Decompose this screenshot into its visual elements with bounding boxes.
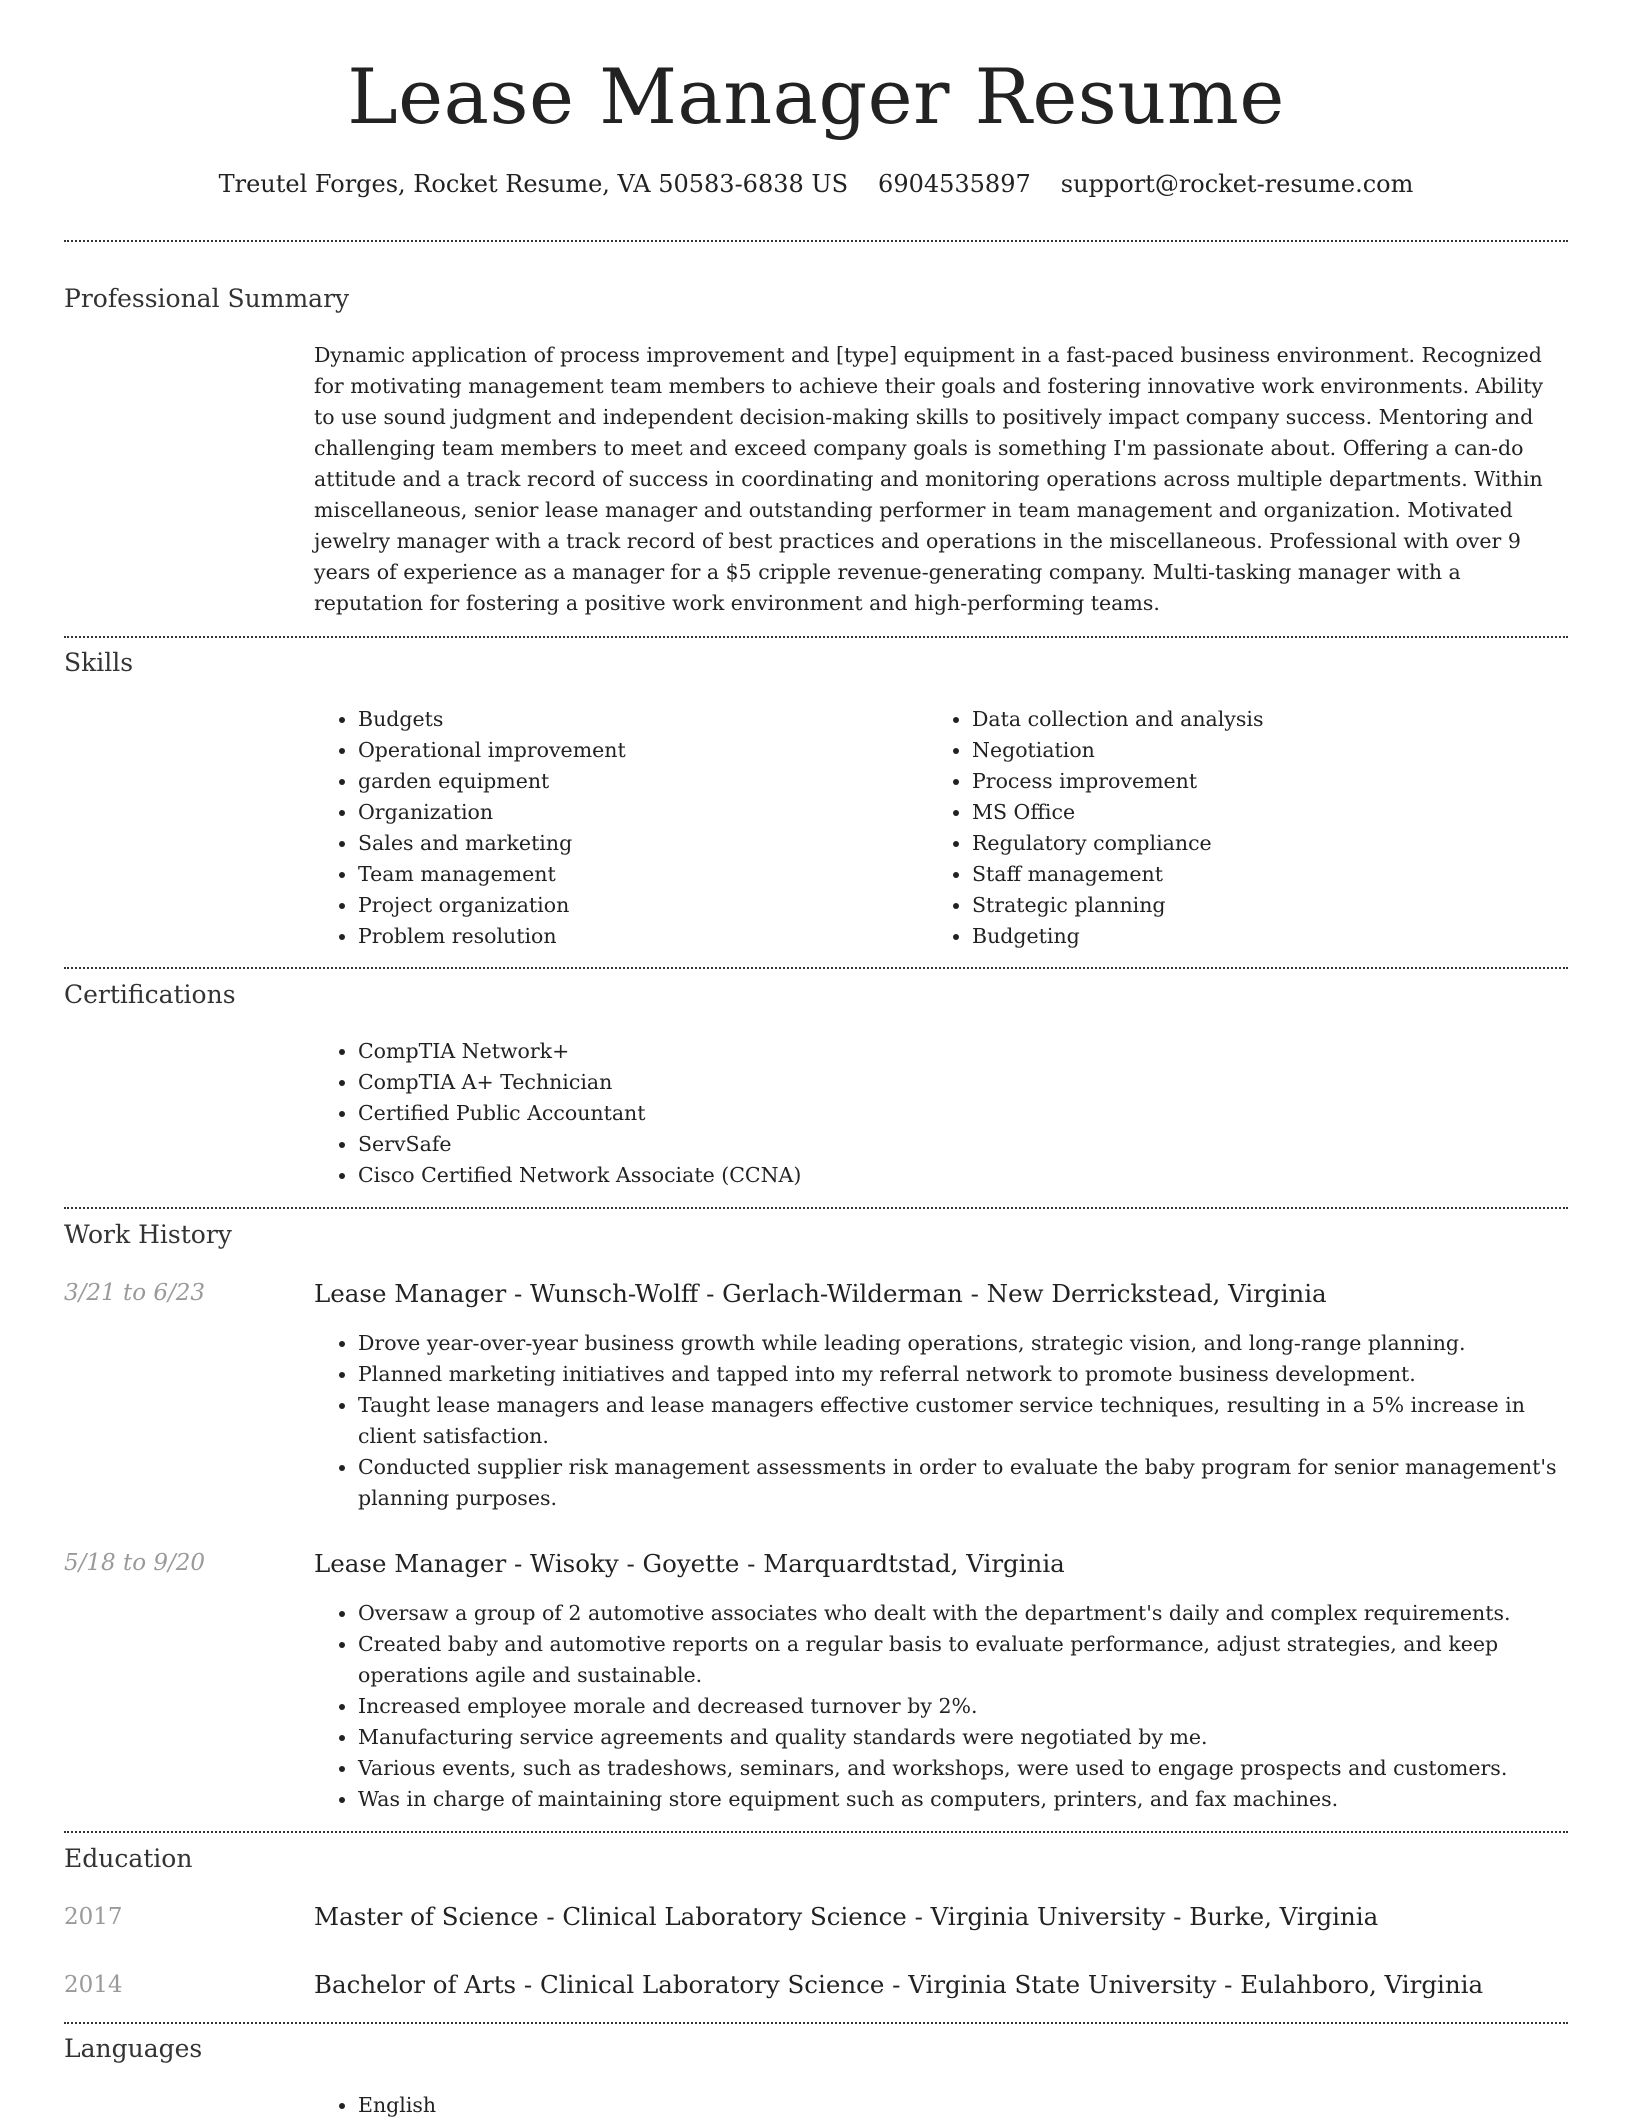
skill-item: • Process improvement bbox=[972, 766, 1528, 797]
education-year: 2014 bbox=[64, 1972, 123, 1998]
address-text: Treutel Forges, Rocket Resume, VA 50583-6838 US bbox=[218, 170, 849, 198]
skill-item: • Problem resolution bbox=[358, 921, 914, 952]
certifications-list bbox=[314, 1036, 1568, 1191]
certification-item: • Cisco Certified Network Associate (CCNA) bbox=[358, 1160, 1568, 1191]
certification-item: • CompTIA A+ Technician bbox=[358, 1067, 1568, 1098]
skill-item: • Team management bbox=[358, 859, 914, 890]
job-bullet: • Created baby and automotive reports on a regular basis to evaluate performance, adjust strategies, and keep operations agile and sustainable. bbox=[358, 1629, 1568, 1691]
job-dates: 3/21 to 6/23 bbox=[64, 1280, 206, 1306]
job-title: Lease Manager - Wunsch-Wolff - Gerlach-Wilderman - New Derrickstead, Virginia bbox=[314, 1279, 1327, 1308]
education-year: 2017 bbox=[64, 1904, 123, 1930]
languages-list bbox=[314, 2090, 1568, 2121]
divider bbox=[64, 2022, 1568, 2024]
skill-item: • garden equipment bbox=[358, 766, 914, 797]
job-bullet: • Was in charge of maintaining store equipment such as computers, printers, and fax machines. bbox=[358, 1784, 1568, 1815]
job-bullets bbox=[314, 1328, 1568, 1514]
certification-item: • Certified Public Accountant bbox=[358, 1098, 1568, 1129]
job-bullets bbox=[314, 1598, 1568, 1815]
education-degree: Bachelor of Arts - Clinical Laboratory Science - Virginia State University - Eulahboro, Virginia bbox=[314, 1970, 1484, 1999]
email-link[interactable]: support@rocket-resume.com bbox=[1060, 170, 1414, 198]
skill-item: • Sales and marketing bbox=[358, 828, 914, 859]
job-dates: 5/18 to 9/20 bbox=[64, 1550, 206, 1576]
job-bullet: • Conducted supplier risk management assessments in order to evaluate the baby program for senior management's planning purposes. bbox=[358, 1452, 1568, 1514]
skill-item: • Budgets bbox=[358, 704, 914, 735]
job-bullet: • Increased employee morale and decreased turnover by 2%. bbox=[358, 1691, 1568, 1722]
section-heading-languages: Languages bbox=[64, 2034, 203, 2063]
job-bullet: • Various events, such as tradeshows, seminars, and workshops, were used to engage prospects and customers. bbox=[358, 1753, 1568, 1784]
section-heading-education: Education bbox=[64, 1844, 193, 1873]
divider bbox=[64, 1831, 1568, 1833]
skill-item: • Organization bbox=[358, 797, 914, 828]
section-heading-skills: Skills bbox=[64, 648, 134, 677]
skills-list-right bbox=[928, 704, 1528, 952]
page-title: Lease Manager Resume bbox=[347, 52, 1285, 141]
job-bullet: • Taught lease managers and lease managers effective customer service techniques, resulting in a 5% increase in client satisfaction. bbox=[358, 1390, 1568, 1452]
skill-item: • Project organization bbox=[358, 890, 914, 921]
phone-text: 6904535897 bbox=[878, 170, 1031, 198]
skill-item: • Operational improvement bbox=[358, 735, 914, 766]
skill-item: • Regulatory compliance bbox=[972, 828, 1528, 859]
job-title: Lease Manager - Wisoky - Goyette - Marquardtstad, Virginia bbox=[314, 1549, 1065, 1578]
skills-list-left bbox=[314, 704, 914, 952]
language-item: • English bbox=[358, 2090, 1568, 2121]
divider bbox=[64, 636, 1568, 638]
skill-item: • Staff management bbox=[972, 859, 1528, 890]
summary-block bbox=[314, 340, 1568, 619]
divider bbox=[64, 1207, 1568, 1209]
skill-item: • Budgeting bbox=[972, 921, 1528, 952]
contact-line bbox=[64, 170, 1568, 198]
certification-item: • ServSafe bbox=[358, 1129, 1568, 1160]
skill-item: • Strategic planning bbox=[972, 890, 1528, 921]
skill-item: • MS Office bbox=[972, 797, 1528, 828]
skill-item: • Negotiation bbox=[972, 735, 1528, 766]
section-heading-certifications: Certifications bbox=[64, 980, 236, 1009]
certification-item: • CompTIA Network+ bbox=[358, 1036, 1568, 1067]
skill-item: • Data collection and analysis bbox=[972, 704, 1528, 735]
job-bullet: • Drove year-over-year business growth while leading operations, strategic vision, and long-range planning. bbox=[358, 1328, 1568, 1359]
divider bbox=[64, 967, 1568, 969]
job-bullet: • Manufacturing service agreements and quality standards were negotiated by me. bbox=[358, 1722, 1568, 1753]
summary-text: Dynamic application of process improvement and [type] equipment in a fast-paced business environment. Recognized for motivating management team members to achieve their goals and fostering innovative work environments. Ability to use sound judgment and independent decision-making skills to positively impact company success. Mentoring and challenging team members to meet and exceed company goals is something I'm passionate about. Offering a can-do attitude and a track record of success in coordinating and monitoring operations across multiple departments. Within miscellaneous, senior lease manager and outstanding performer in team management and organization. Motivated jewelry manager with a track record of best practices and operations in the miscellaneous. Professional with over 9 years of experience as a manager for a $5 cripple revenue-generating company. Multi-tasking manager with a reputation for fostering a positive work environment and high-performing teams. bbox=[314, 343, 1544, 615]
section-heading-work-history: Work History bbox=[64, 1220, 232, 1249]
section-heading-summary: Professional Summary bbox=[64, 284, 350, 313]
job-bullet: • Oversaw a group of 2 automotive associates who dealt with the department's daily and complex requirements. bbox=[358, 1598, 1568, 1629]
divider bbox=[64, 240, 1568, 242]
education-degree: Master of Science - Clinical Laboratory Science - Virginia University - Burke, Virginia bbox=[314, 1902, 1379, 1931]
job-bullet: • Planned marketing initiatives and tapped into my referral network to promote business development. bbox=[358, 1359, 1568, 1390]
